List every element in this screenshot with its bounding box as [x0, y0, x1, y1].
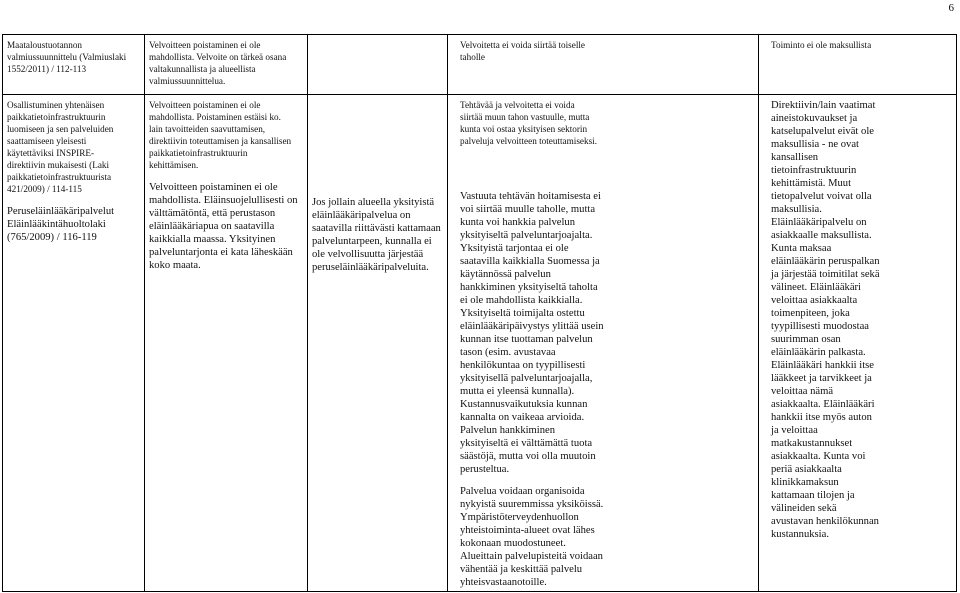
task-text-inspire: Osallistuminen yhtenäisen paikkatietoinfrastruktuurin luomiseen ja sen palveluiden saattamiseen yleisesti käytettäviksi INSPIRE- direktiivin mukaisesti (Laki paikkatietoinfrastruktuurista 421/2009) / 114-115: [7, 100, 114, 194]
obligations-table: [2, 34, 957, 592]
removal-text-inspire: Velvoitteen poistaminen ei ole mahdollista. Poistaminen estäisi ko. lain tavoitteiden saavuttamisen, direktiivin toteuttamisen ja kansallisen paikkatietoinfrastruktuurin kehittämisen.: [149, 100, 292, 170]
alternative-text-vet: Jos jollain alueella yksityistä eläinlääkäripalvelua on saatavilla riittävästi kattamaan palveluntarpeen, kunnalla ei ole velvollisuutta järjestää peruseläinlääkäripalveluita.: [312, 197, 441, 273]
transfer-text-vet: Vastuuta tehtävän hoitamisesta ei voi siirtää muulle taholle, mutta kunta voi hankkia palvelun yksityiseltä palveluntarjoajalta. Yksityistä tarjontaa ei ole saatavilla kaikkialla Suomessa ja käytännössä palvelun hankkiminen yksityiseltä taholta ei ole mahdollista kaikkialla. Yksityiseltä toimijalta ostettu eläinlääkäripäivystys ylittää usein kunnan itse tuottaman palvelun tason (esim. avustavaa henkilökuntaa on tyypillisesti yksityisellä palveluntarjoajalla, mutta ei yleensä kunnalla). Kustannusvaikutuksia kunnan kannalta on vaikeaa arvioida. Palvelun hankkiminen yksityiseltä ei välttämättä tuota säästöjä, mutta voi olla muutoin perusteltua.: [460, 191, 604, 475]
fee-text: Direktiivin/lain vaatimat aineistokuvaukset ja katselupalvelut eivät ole maksullisia - ne ovat kansallisen tietoinfrastruktuurin kehittämistä. Muut tietopalvelut voivat olla maksullisia. Eläinlääkäripalvelu on asiakkaalle maksullista. Kunta maksaa eläinlääkärin peruspalkan ja järjestää toimitilat sekä välineet. Eläinlääkäri veloittaa asiakkaalta toimenpiteen, joka tyypillisesti muodostaa suurimman osan eläinlääkärin palkasta. Eläinlääkäri hankkii itse lääkkeet ja tarvikkeet ja veloittaa nämä asiakkaalta. Eläinlääkäri hankkii itse myös auton ja veloittaa matkakustannukset asiakkaalta. Kunta voi periä asiakkaalta klinikkamaksun kattamaan tilojen ja välineiden sekä avustavan henkilökunnan kustannuksia.: [759, 95, 957, 592]
fee-cell: Toiminto ei ole maksullista: [759, 35, 957, 95]
page-number: 6: [948, 2, 954, 14]
alternative-cell: [308, 35, 448, 95]
removal-cell: Velvoitteen poistaminen ei ole mahdollista. Velvoite on tärkeä osana valtakunnallista ja alueellista valmiussuunnittelua.: [145, 35, 308, 95]
table-row: [3, 35, 957, 95]
task-cell: Maataloustuotannon valmiussuunnittelu (Valmiuslaki 1552/2011) / 112-113: [3, 35, 145, 95]
table-row: [3, 95, 957, 592]
transfer-text-inspire: Tehtävää ja velvoitetta ei voida siirtää muun tahon vastuulle, mutta kunta voi ostaa yksityisen sektorin palveluja velvoitteen toteuttamiseksi.: [460, 100, 598, 146]
organisation-text: Palvelua voidaan organisoida nykyistä suuremmissa yksiköissä. Ympäristöterveydenhuollon yhteistoiminta-alueet ovat lähes kokonaan muodostuneet. Alueittain palvelupisteitä voidaan vähentää ja keskittää palvelu yhteisvastaanotoille.: [460, 486, 604, 588]
removal-text-vet: Velvoitteen poistaminen ei ole mahdollista. Eläinsuojelullisesti on välttämätöntä, että perustason eläinlääkäriapua on saatavilla kaikkialla maassa. Yksityinen palveluntarjonta ei kata läheskään koko maata.: [149, 182, 298, 271]
transfer-cell: Velvoitetta ei voida siirtää toiselle taholle: [448, 35, 759, 95]
task-text-vet: Peruseläinlääkäripalvelut Eläinlääkintähuoltolaki (765/2009) / 116-119: [7, 206, 115, 243]
